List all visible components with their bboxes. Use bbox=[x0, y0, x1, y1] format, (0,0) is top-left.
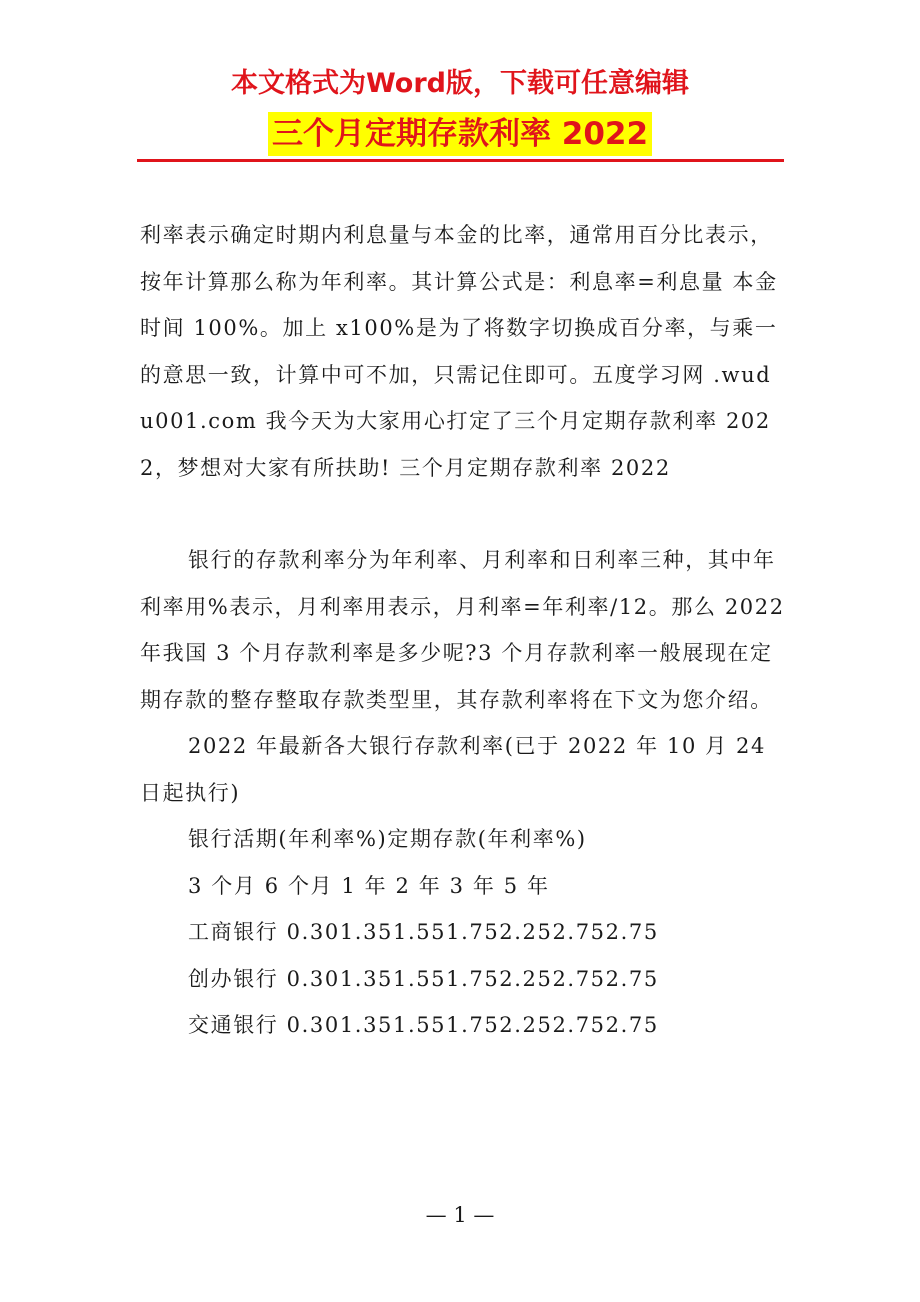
table-terms-line: 3 个月 6 个月 1 年 2 年 3 年 5 年 bbox=[188, 873, 550, 898]
rates-date-paragraph: 2022 年最新各大银行存款利率(已于 2022 年 10 月 24 日起执行) bbox=[140, 734, 766, 805]
format-banner: 本文格式为Word版，下载可任意编辑 bbox=[230, 68, 689, 99]
rates-paragraph: 银行的存款利率分为年利率、月利率和日利率三种，其中年利率用%表示，月利率用表示，月利率=年利率/12。那么 2022 年我国 3 个月存款利率是多少呢?3 个月存款利率一般展现在定期存款的整存整取存款类型里，其存款利率将在下文为您介绍。 bbox=[140, 548, 785, 712]
document-body bbox=[140, 212, 785, 1049]
intro-paragraph: 利率表示确定时期内利息量与本金的比率，通常用百分比表示，按年计算那么称为年利率。其计算公式是：利息率=利息量 本金时间 100%。加上 x100%是为了将数字切换成百分率，与乘一的意思一致，计算中可不加，只需记住即可。五度学习网 .wudu001.com 我今天为大家用心打定了三个月定期存款利率 2022，梦想对大家有所扶助! 三个月定期存款利率 2022 bbox=[140, 223, 778, 480]
title-divider bbox=[137, 159, 784, 162]
table-header-line: 银行活期(年利率%)定期存款(年利率%) bbox=[188, 827, 587, 851]
table-row-bocom: 交通银行 0.301.351.551.752.252.752.75 bbox=[188, 1013, 659, 1037]
paragraph-spacer bbox=[140, 491, 785, 537]
table-row-icbc: 工商银行 0.301.351.551.752.252.752.75 bbox=[188, 920, 659, 944]
document-title: 三个月定期存款利率 2022 bbox=[268, 112, 652, 156]
table-row-ccb: 创办银行 0.301.351.551.752.252.752.75 bbox=[188, 966, 659, 991]
title-container bbox=[0, 112, 920, 156]
page-number: — 1 — bbox=[425, 1203, 495, 1227]
